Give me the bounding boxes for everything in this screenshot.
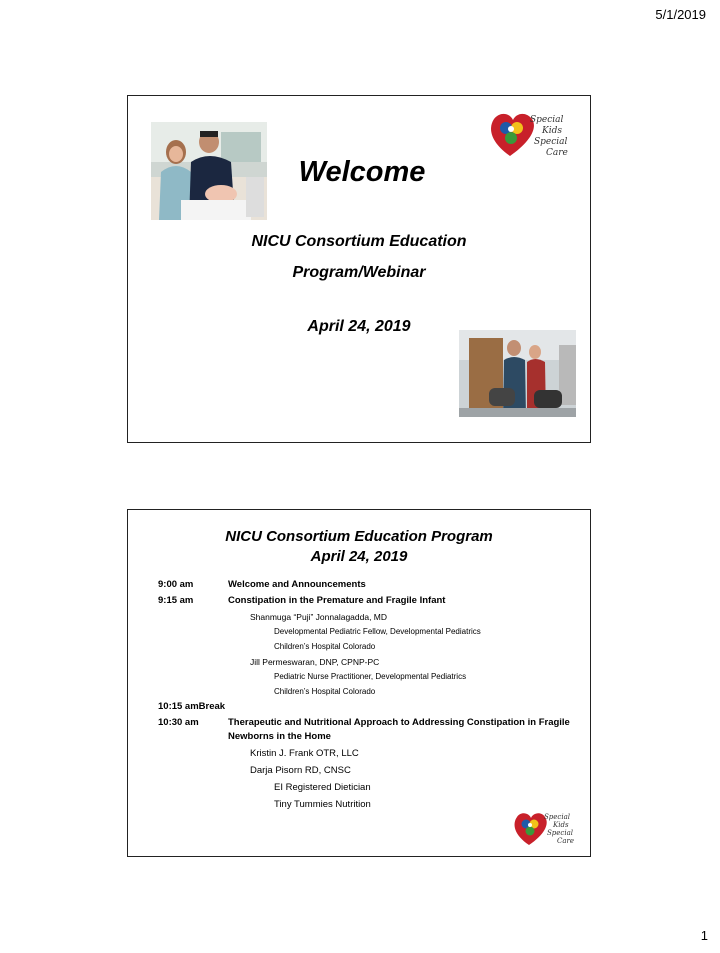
agenda-desc: Constipation in the Premature and Fragile Infant <box>228 595 446 606</box>
logo-text-4: Care <box>546 148 568 158</box>
speaker-name: Jill Permeswaran, DNP, CPNP-PC <box>250 657 380 667</box>
logo-text-1: Special <box>544 813 570 821</box>
program-title-line1: NICU Consortium Education <box>251 233 467 250</box>
page-date: 5/1/2019 <box>655 7 706 22</box>
speaker-detail: Children’s Hospital Colorado <box>274 687 376 696</box>
agenda-item <box>158 594 570 608</box>
logo-text-1: Special <box>530 115 564 125</box>
special-kids-special-care-logo <box>486 106 580 162</box>
program-date: April 24, 2019 <box>307 318 411 335</box>
speaker-name: Kristin J. Frank OTR, LLC <box>250 748 359 759</box>
agenda-desc: Break <box>198 701 226 712</box>
speaker-detail: Developmental Pediatric Fellow, Developmental Pediatrics <box>274 627 481 636</box>
logo-text-3: Special <box>547 829 573 837</box>
agenda-time: 9:00 am <box>158 579 194 590</box>
agenda-list <box>158 578 570 814</box>
agenda-time: 10:30 am <box>158 717 199 728</box>
slide-welcome <box>127 95 591 443</box>
agenda-title-line1: NICU Consortium Education Program <box>225 528 493 545</box>
welcome-title: Welcome <box>298 156 426 188</box>
logo-text-2: Kids <box>542 126 562 136</box>
agenda-item <box>158 716 570 744</box>
family-car-seats-photo <box>459 330 576 417</box>
page-number: 1 <box>700 928 708 943</box>
speaker-detail: EI Registered Dietician <box>274 782 371 793</box>
agenda-desc: Therapeutic and Nutritional Approach to Addressing Constipation in Fragile Newborns in the Home <box>228 717 570 742</box>
agenda-break <box>158 700 570 714</box>
speaker-detail: Children’s Hospital Colorado <box>274 642 376 651</box>
agenda-title-line2: April 24, 2019 <box>310 548 408 565</box>
speaker-name: Darja Pisorn RD, CNSC <box>250 765 351 776</box>
program-title-line2: Program/Webinar <box>292 264 426 281</box>
agenda-title <box>128 527 590 567</box>
slide-agenda <box>127 509 591 857</box>
agenda-time: 9:15 am <box>158 595 194 606</box>
logo-text-4: Care <box>557 837 575 845</box>
logo-text-2: Kids <box>553 821 569 829</box>
special-kids-special-care-logo <box>511 808 583 848</box>
agenda-item <box>158 578 570 592</box>
speaker-detail: Tiny Tummies Nutrition <box>274 799 371 810</box>
speaker-name: Shanmuga “Puji” Jonnalagadda, MD <box>250 612 388 622</box>
speaker-detail: Pediatric Nurse Practitioner, Developmental Pediatrics <box>274 672 467 681</box>
agenda-desc: Welcome and Announcements <box>228 579 366 590</box>
agenda-time: 10:15 am <box>158 701 199 712</box>
logo-text-3: Special <box>534 137 568 147</box>
